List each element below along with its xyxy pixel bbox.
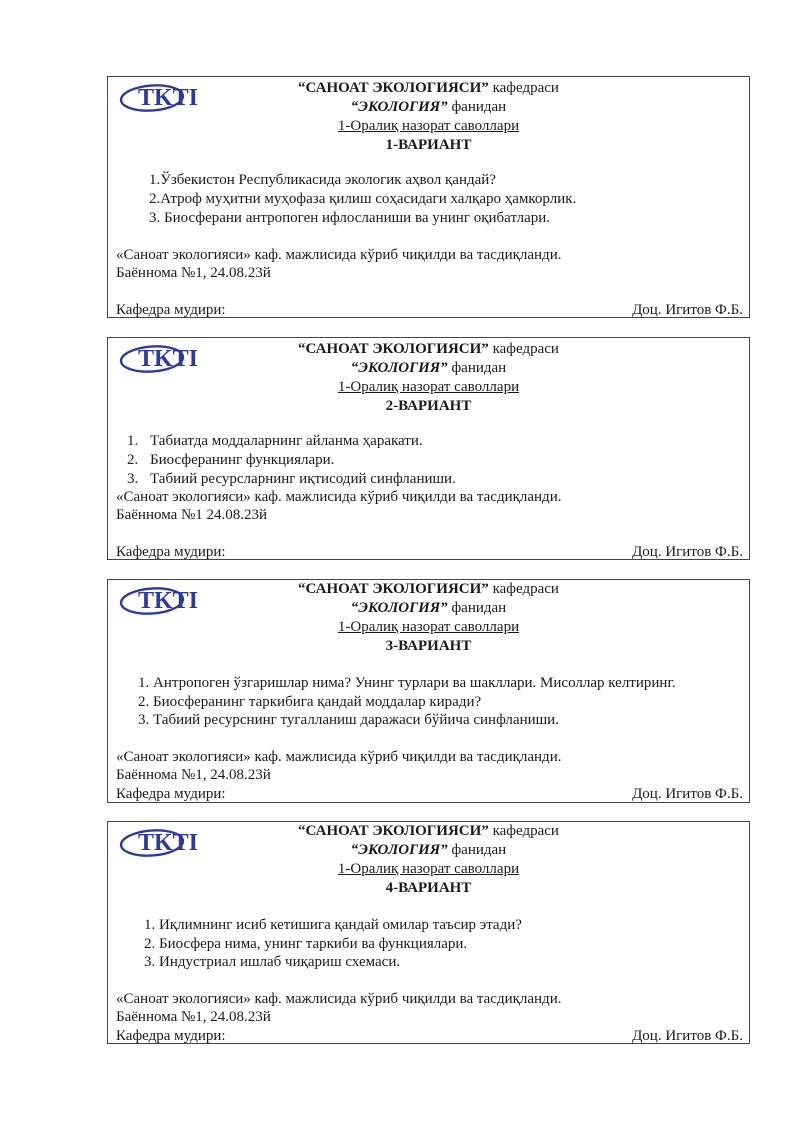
question-1: 1. Иқлимнинг исиб кетишига қандай омилар таъсир этади? <box>144 917 522 933</box>
exam-title: 1-Оралиқ назорат саволлари <box>337 379 520 395</box>
subject-suffix: фанидан <box>447 360 507 376</box>
variant-title: 4-ВАРИАНТ <box>385 880 472 896</box>
subject-name: “ЭКОЛОГИЯ” <box>350 842 448 858</box>
approval-text: «Саноат экологияси» каф. мажлисида кўриб чиқилди ва тасдиқланди. <box>116 991 562 1007</box>
variant-title: 1-ВАРИАНТ <box>385 137 472 153</box>
question-number-3: 3. <box>127 471 139 487</box>
head-label: Кафедра мудири: <box>116 544 226 560</box>
question-3: 3. Табиий ресурснинг тугалланиш даражаси бўйича синфланиши. <box>138 712 559 728</box>
variant-card-3 <box>107 579 750 803</box>
approval-text: «Саноат экологияси» каф. мажлисида кўриб чиқилди ва тасдиқланди. <box>116 247 562 263</box>
question-1: 1. Антропоген ўзгаришлар нима? Унинг турлари ва шакллари. Мисоллар келтиринг. <box>138 675 676 691</box>
question-number-1: 1. <box>127 433 139 449</box>
exam-title: 1-Оралиқ назорат саволлари <box>337 861 520 877</box>
dept-name: “САНОАТ ЭКОЛОГИЯСИ” <box>298 341 489 357</box>
protocol-text: Баённома №1, 24.08.23й <box>116 1009 271 1025</box>
subject-suffix: фанидан <box>447 600 507 616</box>
head-name: Доц. Игитов Ф.Б. <box>632 1028 743 1044</box>
approval-text: «Саноат экологияси» каф. мажлисида кўриб чиқилди ва тасдиқланди. <box>116 489 562 505</box>
head-label: Кафедра мудири: <box>116 786 226 802</box>
question-2: 2. Биосферанинг таркибига қандай моддалар киради? <box>138 694 482 710</box>
exam-title: 1-Оралиқ назорат саволлари <box>337 619 520 635</box>
variant-card-4 <box>107 821 750 1044</box>
approval-text: «Саноат экологияси» каф. мажлисида кўриб чиқилди ва тасдиқланди. <box>116 749 562 765</box>
dept-suffix: кафедраси <box>488 341 559 357</box>
subject-suffix: фанидан <box>447 99 507 115</box>
question-2: 2. Биосфера нима, унинг таркиби ва функциялари. <box>144 936 468 952</box>
dept-suffix: кафедраси <box>488 581 559 597</box>
dept-name: “САНОАТ ЭКОЛОГИЯСИ” <box>298 581 489 597</box>
svg-text:TKTI: TKTI <box>138 588 199 614</box>
question-number-2: 2. <box>127 452 139 468</box>
head-name: Доц. Игитов Ф.Б. <box>632 302 743 318</box>
question-3: 3. Биосферани антропоген ифлосланиши ва унинг оқибатлари. <box>149 210 551 226</box>
exam-title: 1-Оралиқ назорат саволлари <box>337 118 520 134</box>
variant-title: 2-ВАРИАНТ <box>385 398 472 414</box>
variant-card-1 <box>107 76 750 318</box>
variant-card-2 <box>107 337 750 560</box>
protocol-text: Баённома №1 24.08.23й <box>116 507 268 523</box>
subject-suffix: фанидан <box>447 842 507 858</box>
variant-title: 3-ВАРИАНТ <box>385 638 472 654</box>
protocol-text: Баённома №1, 24.08.23й <box>116 265 271 281</box>
subject-name: “ЭКОЛОГИЯ” <box>350 99 448 115</box>
dept-name: “САНОАТ ЭКОЛОГИЯСИ” <box>298 823 489 839</box>
svg-text:TKTI: TKTI <box>138 346 199 372</box>
svg-text:TKTI: TKTI <box>138 830 199 856</box>
subject-name: “ЭКОЛОГИЯ” <box>350 600 448 616</box>
head-label: Кафедра мудири: <box>116 1028 226 1044</box>
svg-text:TKTI: TKTI <box>138 85 199 111</box>
head-name: Доц. Игитов Ф.Б. <box>632 544 743 560</box>
head-name: Доц. Игитов Ф.Б. <box>632 786 743 802</box>
question-2: 2.Атроф муҳитни муҳофаза қилиш соҳасидаги халқаро ҳамкорлик. <box>149 191 577 207</box>
question-3: 3. Индустриал ишлаб чиқариш схемаси. <box>144 954 401 970</box>
question-1: 1.Ўзбекистон Республикасида экологик аҳвол қандай? <box>149 172 496 188</box>
head-label: Кафедра мудири: <box>116 302 226 318</box>
dept-suffix: кафедраси <box>488 823 559 839</box>
question-1: Табиатда моддаларнинг айланма ҳаракати. <box>150 433 423 449</box>
question-2: Биосферанинг функциялари. <box>150 452 335 468</box>
subject-name: “ЭКОЛОГИЯ” <box>350 360 448 376</box>
protocol-text: Баённома №1, 24.08.23й <box>116 767 271 783</box>
dept-suffix: кафедраси <box>488 80 559 96</box>
dept-name: “САНОАТ ЭКОЛОГИЯСИ” <box>298 80 489 96</box>
question-3: Табиий ресурсларнинг иқтисодий синфланиши. <box>150 471 456 487</box>
